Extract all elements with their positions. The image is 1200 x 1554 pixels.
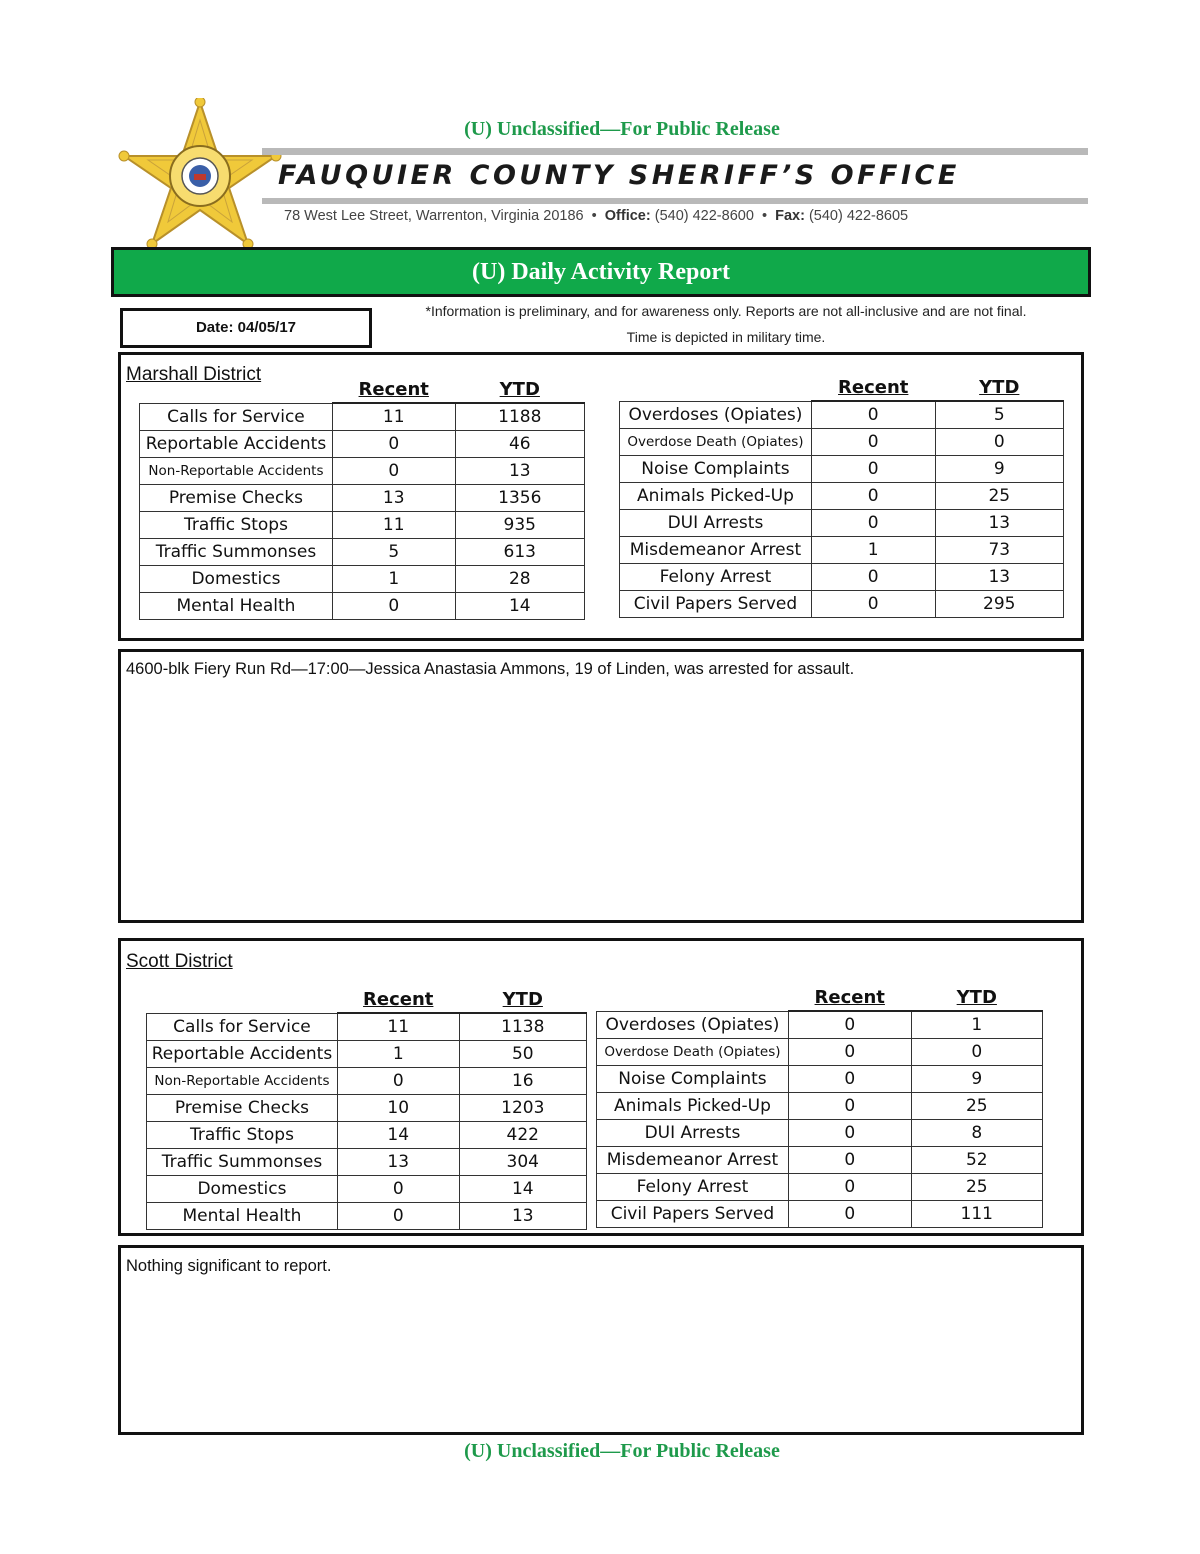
row-label: Traffic Summonses: [140, 539, 333, 566]
ytd-value: 25: [935, 483, 1063, 510]
marshall-district-title: Marshall District: [126, 364, 262, 385]
row-label: Traffic Summonses: [147, 1149, 338, 1176]
scott-narrative: Nothing significant to report.: [126, 1257, 332, 1275]
table-row: [597, 1120, 1043, 1147]
row-label: Domestics: [147, 1176, 338, 1203]
table-row: [620, 591, 1064, 618]
row-label: Overdoses (Opiates): [597, 1011, 789, 1039]
table-row: [597, 1201, 1043, 1228]
table-row: [147, 1122, 587, 1149]
row-label: Overdose Death (Opiates): [597, 1039, 789, 1066]
table-row: [620, 483, 1064, 510]
ytd-value: 1: [911, 1011, 1042, 1039]
office-name: FAUQUIER COUNTY SHERIFF’S OFFICE: [278, 160, 960, 191]
row-label: Premise Checks: [147, 1095, 338, 1122]
table-row: [147, 1041, 587, 1068]
ytd-value: 9: [935, 456, 1063, 483]
table-row: [147, 1149, 587, 1176]
row-label: Calls for Service: [140, 403, 333, 431]
scott-left-table: [146, 986, 587, 1230]
row-label: Noise Complaints: [597, 1066, 789, 1093]
row-label: Premise Checks: [140, 485, 333, 512]
row-label: Animals Picked-Up: [620, 483, 812, 510]
ytd-value: 1138: [459, 1013, 586, 1041]
ytd-value: 28: [455, 566, 584, 593]
table-row: [597, 1039, 1043, 1066]
table-row: [597, 1174, 1043, 1201]
table-row: [597, 1093, 1043, 1120]
table-row: [147, 1013, 587, 1041]
table-row: [147, 1095, 587, 1122]
ytd-value: 613: [455, 539, 584, 566]
row-label: Traffic Stops: [147, 1122, 338, 1149]
table-row: [597, 1066, 1043, 1093]
ytd-value: 0: [911, 1039, 1042, 1066]
recent-value: 13: [332, 485, 455, 512]
disclaimer-line-2: Time is depicted in military time.: [626, 329, 826, 345]
address-line: 78 West Lee Street, Warrenton, Virginia 20186 • Office: (540) 422-8600 • Fax: (540) 422-8605: [284, 208, 909, 224]
ytd-value: 13: [455, 458, 584, 485]
recent-value: 0: [788, 1201, 911, 1228]
table-row: [147, 1176, 587, 1203]
row-label: Mental Health: [140, 593, 333, 620]
recent-value: 0: [337, 1203, 459, 1230]
table-row: [620, 429, 1064, 456]
col-ytd: YTD: [455, 376, 584, 403]
recent-value: 14: [337, 1122, 459, 1149]
ytd-value: 304: [459, 1149, 586, 1176]
ytd-value: 46: [455, 431, 584, 458]
recent-value: 0: [788, 1147, 911, 1174]
table-row: [140, 566, 585, 593]
ytd-value: 13: [935, 510, 1063, 537]
sheriff-star-badge-icon: [112, 98, 288, 248]
table-row: [140, 403, 585, 431]
row-label: Felony Arrest: [597, 1174, 789, 1201]
marshall-right-table: [619, 374, 1064, 618]
table-row: [620, 401, 1064, 429]
row-label: Overdose Death (Opiates): [620, 429, 812, 456]
recent-value: 0: [332, 458, 455, 485]
report-date: Date: 04/05/17: [120, 308, 372, 348]
row-label: Calls for Service: [147, 1013, 338, 1041]
row-label: Misdemeanor Arrest: [597, 1147, 789, 1174]
recent-value: 0: [337, 1068, 459, 1095]
recent-value: 0: [788, 1039, 911, 1066]
table-row: [597, 1147, 1043, 1174]
recent-value: 11: [332, 403, 455, 431]
col-recent: Recent: [337, 986, 459, 1013]
col-recent: Recent: [788, 984, 911, 1011]
row-label: Noise Complaints: [620, 456, 812, 483]
scott-district-title: Scott District: [126, 951, 233, 972]
table-row: [620, 537, 1064, 564]
row-label: Traffic Stops: [140, 512, 333, 539]
ytd-value: 111: [911, 1201, 1042, 1228]
ytd-value: 8: [911, 1120, 1042, 1147]
recent-value: 5: [332, 539, 455, 566]
recent-value: 0: [811, 429, 935, 456]
recent-value: 0: [811, 483, 935, 510]
ytd-value: 13: [459, 1203, 586, 1230]
ytd-value: 1356: [455, 485, 584, 512]
recent-value: 0: [811, 456, 935, 483]
ytd-value: 13: [935, 564, 1063, 591]
classification-top: (U) Unclassified—For Public Release: [464, 118, 780, 140]
row-label: Domestics: [140, 566, 333, 593]
ytd-value: 16: [459, 1068, 586, 1095]
recent-value: 0: [332, 431, 455, 458]
row-label: Reportable Accidents: [147, 1041, 338, 1068]
table-row: [620, 564, 1064, 591]
fax-label: Fax:: [775, 208, 805, 224]
ytd-value: 25: [911, 1093, 1042, 1120]
row-label: DUI Arrests: [597, 1120, 789, 1147]
address: 78 West Lee Street, Warrenton, Virginia 20186: [284, 208, 584, 224]
recent-value: 0: [337, 1176, 459, 1203]
col-ytd: YTD: [459, 986, 586, 1013]
ytd-value: 50: [459, 1041, 586, 1068]
col-recent: Recent: [332, 376, 455, 403]
ytd-value: 14: [459, 1176, 586, 1203]
row-label: Mental Health: [147, 1203, 338, 1230]
table-row: [620, 456, 1064, 483]
scott-right-table: [596, 984, 1043, 1228]
row-label: Felony Arrest: [620, 564, 812, 591]
ytd-value: 73: [935, 537, 1063, 564]
row-label: Civil Papers Served: [597, 1201, 789, 1228]
ytd-value: 295: [935, 591, 1063, 618]
ytd-value: 1188: [455, 403, 584, 431]
recent-value: 0: [788, 1011, 911, 1039]
row-label: Non-Reportable Accidents: [140, 458, 333, 485]
row-label: Misdemeanor Arrest: [620, 537, 812, 564]
marshall-narrative-panel: [118, 649, 1084, 923]
office-phone: (540) 422-8600: [654, 208, 754, 224]
recent-value: 11: [337, 1013, 459, 1041]
table-row: [140, 458, 585, 485]
col-ytd: YTD: [911, 984, 1042, 1011]
recent-value: 0: [811, 510, 935, 537]
table-row: [140, 431, 585, 458]
ytd-value: 1203: [459, 1095, 586, 1122]
table-row: [140, 593, 585, 620]
row-label: Civil Papers Served: [620, 591, 812, 618]
table-row: [140, 512, 585, 539]
ytd-value: 14: [455, 593, 584, 620]
marshall-left-table: [139, 376, 585, 620]
fax-phone: (540) 422-8605: [808, 208, 909, 224]
disclaimer-line-1: *Information is preliminary, and for awareness only. Reports are not all-inclusive and are not final.: [425, 303, 1027, 319]
ytd-value: 935: [455, 512, 584, 539]
recent-value: 11: [332, 512, 455, 539]
table-row: [597, 1011, 1043, 1039]
classification-bottom: (U) Unclassified—For Public Release: [464, 1440, 780, 1462]
row-label: Animals Picked-Up: [597, 1093, 789, 1120]
recent-value: 0: [788, 1093, 911, 1120]
recent-value: 1: [332, 566, 455, 593]
marshall-narrative: 4600-blk Fiery Run Rd—17:00—Jessica Anastasia Ammons, 19 of Linden, was arrested for assault.: [126, 660, 855, 678]
row-label: Overdoses (Opiates): [620, 401, 812, 429]
recent-value: 1: [337, 1041, 459, 1068]
recent-value: 0: [811, 591, 935, 618]
recent-value: 0: [811, 564, 935, 591]
recent-value: 13: [337, 1149, 459, 1176]
ytd-value: 9: [911, 1066, 1042, 1093]
col-recent: Recent: [811, 374, 935, 401]
recent-value: 0: [788, 1120, 911, 1147]
recent-value: 0: [788, 1066, 911, 1093]
table-row: [147, 1203, 587, 1230]
recent-value: 10: [337, 1095, 459, 1122]
ytd-value: 5: [935, 401, 1063, 429]
col-ytd: YTD: [935, 374, 1063, 401]
row-label: Reportable Accidents: [140, 431, 333, 458]
table-row: [620, 510, 1064, 537]
recent-value: 0: [788, 1174, 911, 1201]
ytd-value: 25: [911, 1174, 1042, 1201]
report-title-banner: (U) Daily Activity Report: [111, 247, 1091, 297]
row-label: DUI Arrests: [620, 510, 812, 537]
table-row: [147, 1068, 587, 1095]
recent-value: 1: [811, 537, 935, 564]
ytd-value: 52: [911, 1147, 1042, 1174]
table-row: [140, 539, 585, 566]
office-label: Office:: [604, 208, 651, 224]
ytd-value: 422: [459, 1122, 586, 1149]
recent-value: 0: [811, 401, 935, 429]
table-row: [140, 485, 585, 512]
row-label: Non-Reportable Accidents: [147, 1068, 338, 1095]
recent-value: 0: [332, 593, 455, 620]
ytd-value: 0: [935, 429, 1063, 456]
